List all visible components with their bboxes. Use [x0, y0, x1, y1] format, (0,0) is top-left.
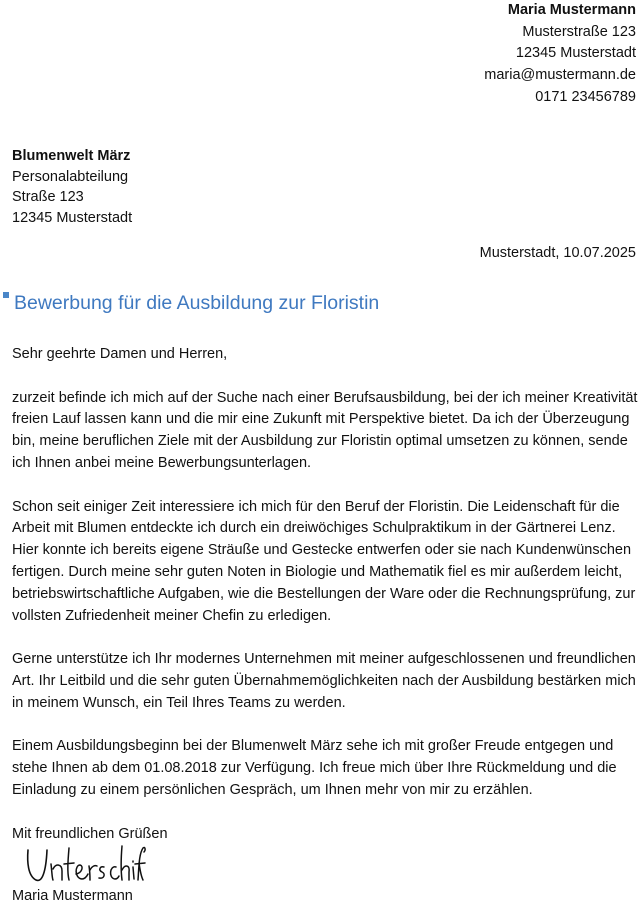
paragraph-1: zurzeit befinde ich mich auf der Suche nach einer Berufsausbildung, bei der ich meiner Kreativität freien Lauf lassen kann und die mir eine Zukunft mit Perspektive bietet. Da ich der Überzeugung bin, meine beruflichen Ziele mit der Ausbildung zur Floristin optimal umsetzen zu können, sende ich Ihnen anbei meine Bewerbungsunterlagen.: [12, 389, 638, 471]
signer-name: Maria Mustermann: [12, 888, 133, 904]
subject-line: Bewerbung für die Ausbildung zur Floristin: [14, 292, 380, 314]
handwritten-signature: [22, 842, 146, 888]
sender-name: Maria Mustermann: [507, 2, 636, 18]
sender-city: 12345 Musterstadt: [515, 45, 636, 62]
paragraph-4: Einem Ausbildungsbeginn bei der Blumenwelt März sehe ich mit großer Freude entgegen und stehe Ihnen ab dem 01.08.2018 zur Verfügung. Ich freue mich über Ihre Rückmeldung und die Einladung zu einem persönlichen Gespräch, um Ihnen mehr von mir zu erzählen.: [12, 738, 617, 798]
sender-street: Musterstraße 123: [522, 23, 636, 40]
recipient-city: 12345 Musterstadt: [12, 209, 133, 226]
closing: Mit freundlichen Grüßen: [12, 825, 168, 842]
sender-block: [484, 0, 636, 109]
letter-body: [12, 344, 638, 845]
paragraph-3: Gerne unterstütze ich Ihr modernes Unternehmen mit meiner aufgeschlossenen und freundlichen Art. Ihr Leitbild und die sehr guten Übernahmemöglichkeiten nach der Ausbildung bestärken mich in meinem Wunsch, ein Teil Ihres Teams zu werden.: [12, 651, 636, 711]
recipient-company: Blumenwelt März: [12, 148, 131, 164]
recipient-department: Personalabteilung: [12, 168, 129, 185]
recipient-block: [12, 146, 132, 228]
recipient-street: Straße 123: [12, 189, 84, 205]
sender-email: maria@mustermann.de: [484, 67, 636, 84]
salutation: Sehr geehrte Damen und Herren,: [12, 346, 228, 362]
subject-marker: [3, 292, 9, 298]
paragraph-2: Schon seit einiger Zeit interessiere ich mich für den Beruf der Floristin. Die Leidenschaft für die Arbeit mit Blumen entdeckte ich durch ein dreiwöchiges Schulpraktikum in der Gärtnerei Lenz. Hier konnte ich bereits eigene Sträuße und Gestecke entwerfen oder sie nach Kundenwünschen fertigen. Durch meine sehr guten Noten in Biologie und Mathematik fiel es mir außerdem leicht, betriebswirtschaftliche Aufgaben, wie die Bestellungen der Ware oder die Rechnungsprüfung, zur vollsten Zufriedenheit meiner Chefin zu erledigen.: [12, 498, 636, 624]
place-date: Musterstadt, 10.07.2025: [479, 245, 636, 261]
sender-phone: 0171 23456789: [535, 88, 636, 105]
